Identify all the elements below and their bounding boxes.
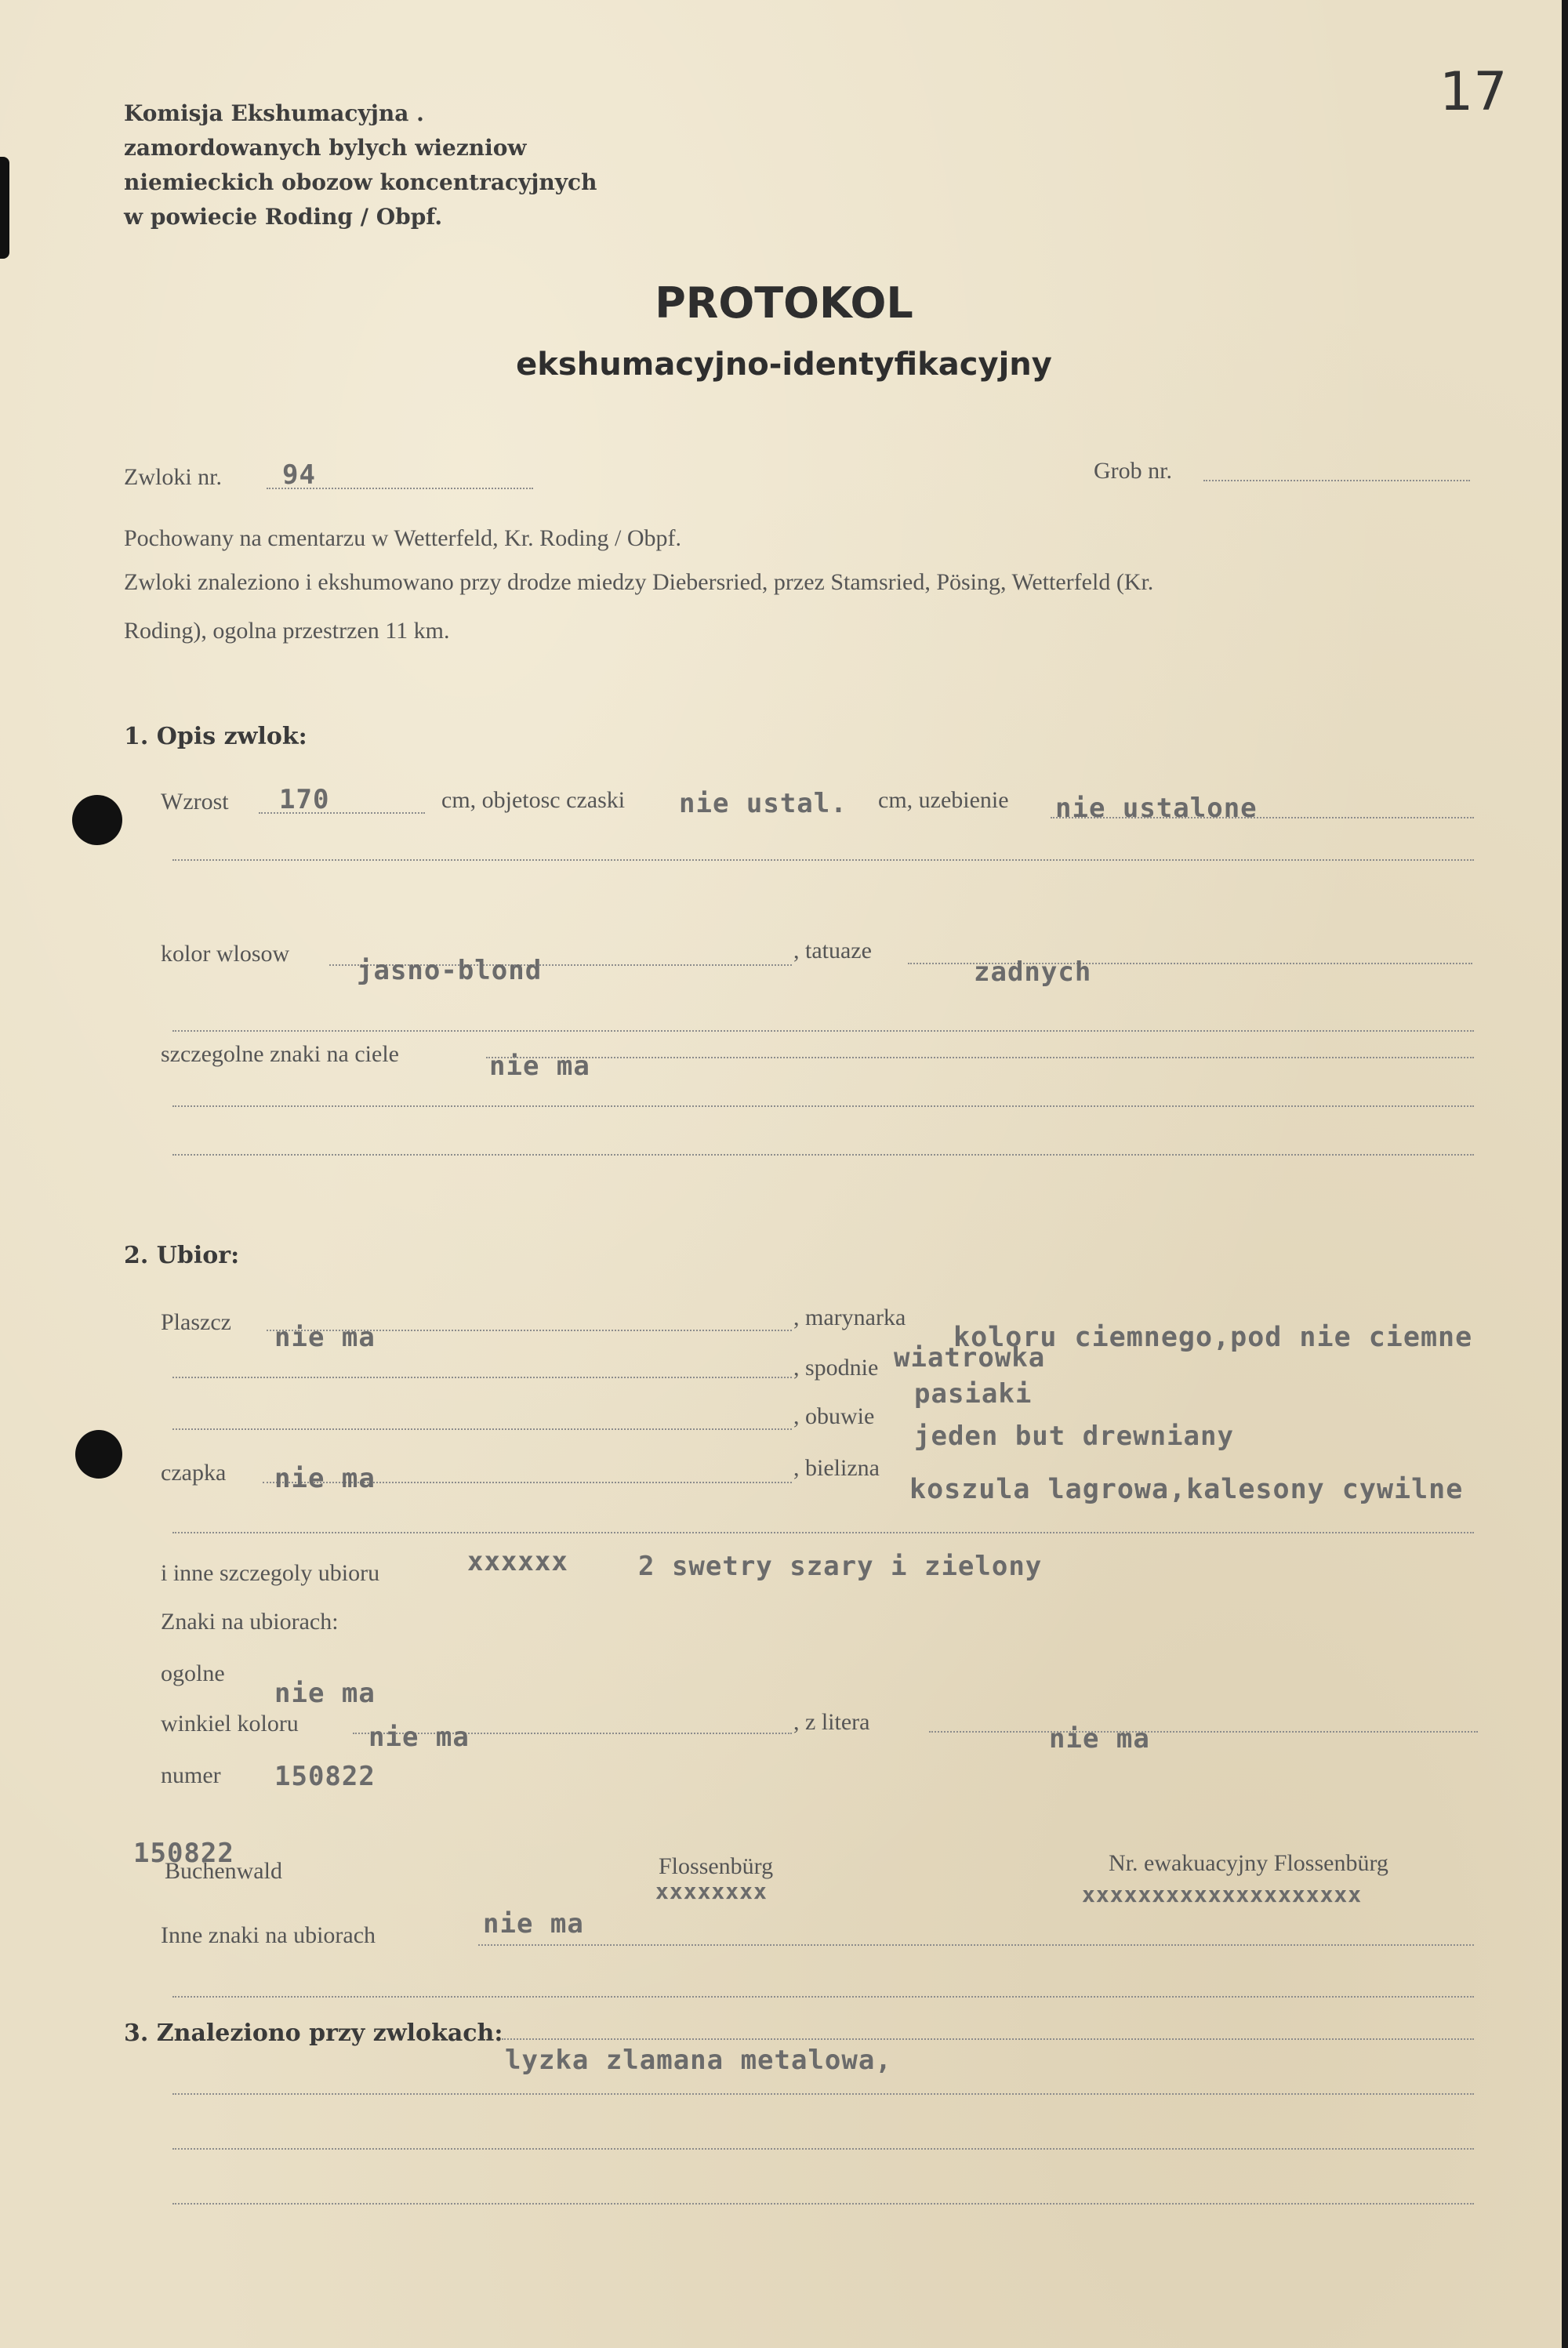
description-line-7 (172, 1154, 1474, 1156)
height-label: Wzrost (161, 789, 229, 815)
other-details-struck: xxxxxx (467, 1546, 568, 1577)
evacuation-number-value: xxxxxxxxxxxxxxxxxxxx (1082, 1882, 1363, 1907)
section-1-title: 1. Opis zwlok: (124, 723, 307, 750)
height-value: 170 (279, 784, 330, 815)
punch-hole-1 (72, 795, 122, 845)
document-title: PROTOKOL (655, 278, 913, 328)
description-line-2 (172, 859, 1474, 861)
other-details-label: i inne szczegoly ubioru (161, 1560, 380, 1586)
other-marks-label: Inne znaki na ubiorach (161, 1922, 376, 1948)
body-marks-line (486, 1057, 1474, 1058)
other-details-value: 2 swetry szary i zielony (638, 1551, 1043, 1582)
clothing-line-5 (172, 1532, 1474, 1533)
trousers-label: , spodnie (793, 1355, 879, 1381)
found-text-line-1: Zwloki znaleziono i ekshumowano przy drodze miedzy Diebersried, przez Stamsried, Pösing, Wetterfeld (Kr. (124, 569, 1154, 595)
found-items-value: lyzka zlamana metalowa, (505, 2045, 892, 2076)
description-line-4 (172, 1030, 1474, 1032)
buchenwald-label: Buchenwald (165, 1858, 282, 1884)
header-line-3: niemieckich obozow koncentracyjnych (124, 169, 597, 195)
body-marks-label: szczegolne znaki na ciele (161, 1041, 399, 1067)
header-line-1: Komisja Ekshumacyjna . (124, 100, 424, 126)
shoes-value: jeden but drewniany (914, 1421, 1234, 1452)
tattoo-label: , tatuaze (793, 938, 872, 964)
section-3-title: 3. Znaleziono przy zwlokach: (124, 2020, 503, 2047)
skull-value: nie ustal. (679, 788, 848, 819)
letter-line (929, 1731, 1478, 1733)
evacuation-number-label: Nr. ewakuacyjny Flossenbürg (1109, 1850, 1388, 1876)
buchenwald-value: 150822 (133, 1838, 234, 1869)
found-items-line-3 (172, 2148, 1474, 2150)
hair-color-label: kolor wlosow (161, 941, 290, 967)
trousers-line (172, 1377, 792, 1378)
found-items-line-2 (172, 2093, 1474, 2095)
skull-label: cm, objetosc czaski (441, 787, 626, 813)
jacket-value: koloru ciemnego,pod nie ciemne (953, 1322, 1473, 1353)
triangle-color-value: nie ma (368, 1722, 470, 1753)
page-number: 17 (1439, 61, 1508, 123)
other-marks-value: nie ma (483, 1908, 584, 1940)
teeth-label: cm, uzebienie (878, 787, 1009, 813)
flossenburg-label: Flossenbürg (659, 1853, 774, 1879)
coat-value: nie ma (274, 1322, 376, 1353)
grave-number-label: Grob nr. (1094, 458, 1172, 484)
shoes-label: , obuwie (793, 1403, 875, 1429)
description-line-6 (172, 1105, 1474, 1107)
other-marks-line (478, 1944, 1474, 1946)
clothing-marks-heading: Znaki na ubiorach: (161, 1609, 339, 1635)
found-items-line-4 (172, 2203, 1474, 2205)
teeth-value: nie ustalone (1055, 793, 1258, 824)
jacket-label: , marynarka (793, 1305, 906, 1330)
underwear-value: koszula lagrowa,kalesony cywilne (909, 1474, 1464, 1505)
teeth-line (1051, 817, 1474, 818)
found-text-line-2: Roding), ogolna przestrzen 11 km. (124, 618, 450, 644)
flossenburg-value: xxxxxxxx (655, 1878, 768, 1904)
cap-value: nie ma (274, 1463, 376, 1494)
grave-number-line (1203, 480, 1470, 481)
left-edge-mark (0, 157, 9, 259)
header-line-4: w powiecie Roding / Obpf. (124, 204, 443, 230)
letter-label: , z litera (793, 1709, 870, 1735)
number-value: 150822 (274, 1761, 376, 1792)
general-marks-label: ogolne (161, 1660, 225, 1686)
burial-text: Pochowany na cmentarzu w Wetterfeld, Kr. Roding / Obpf. (124, 525, 682, 551)
hair-color-value: jasno-blond (357, 955, 543, 986)
punch-hole-2 (75, 1430, 122, 1479)
body-marks-value: nie ma (489, 1051, 590, 1082)
shoes-line-left (172, 1428, 792, 1430)
cap-label: czapka (161, 1460, 227, 1486)
underwear-label: , bielizna (793, 1455, 880, 1481)
number-label: numer (161, 1762, 221, 1788)
found-items-line-1 (502, 2038, 1474, 2040)
corpse-number-value: 94 (282, 459, 316, 491)
general-marks-value: nie ma (274, 1678, 376, 1709)
header-line-2: zamordowanych bylych wiezniow (124, 135, 527, 161)
section-2-title: 2. Ubior: (124, 1242, 240, 1269)
letter-value: nie ma (1049, 1723, 1150, 1755)
corpse-number-label: Zwloki nr. (124, 464, 222, 490)
trousers-value: pasiaki (914, 1378, 1033, 1410)
clothing-line-last (172, 1996, 1474, 1998)
triangle-color-label: winkiel koloru (161, 1711, 299, 1737)
tattoo-value: zadnych (974, 956, 1092, 988)
coat-label: Plaszcz (161, 1309, 231, 1335)
jacket-value-2: wiatrowka (894, 1342, 1046, 1374)
document-subtitle: ekshumacyjno-identyfikacyjny (516, 347, 1052, 383)
